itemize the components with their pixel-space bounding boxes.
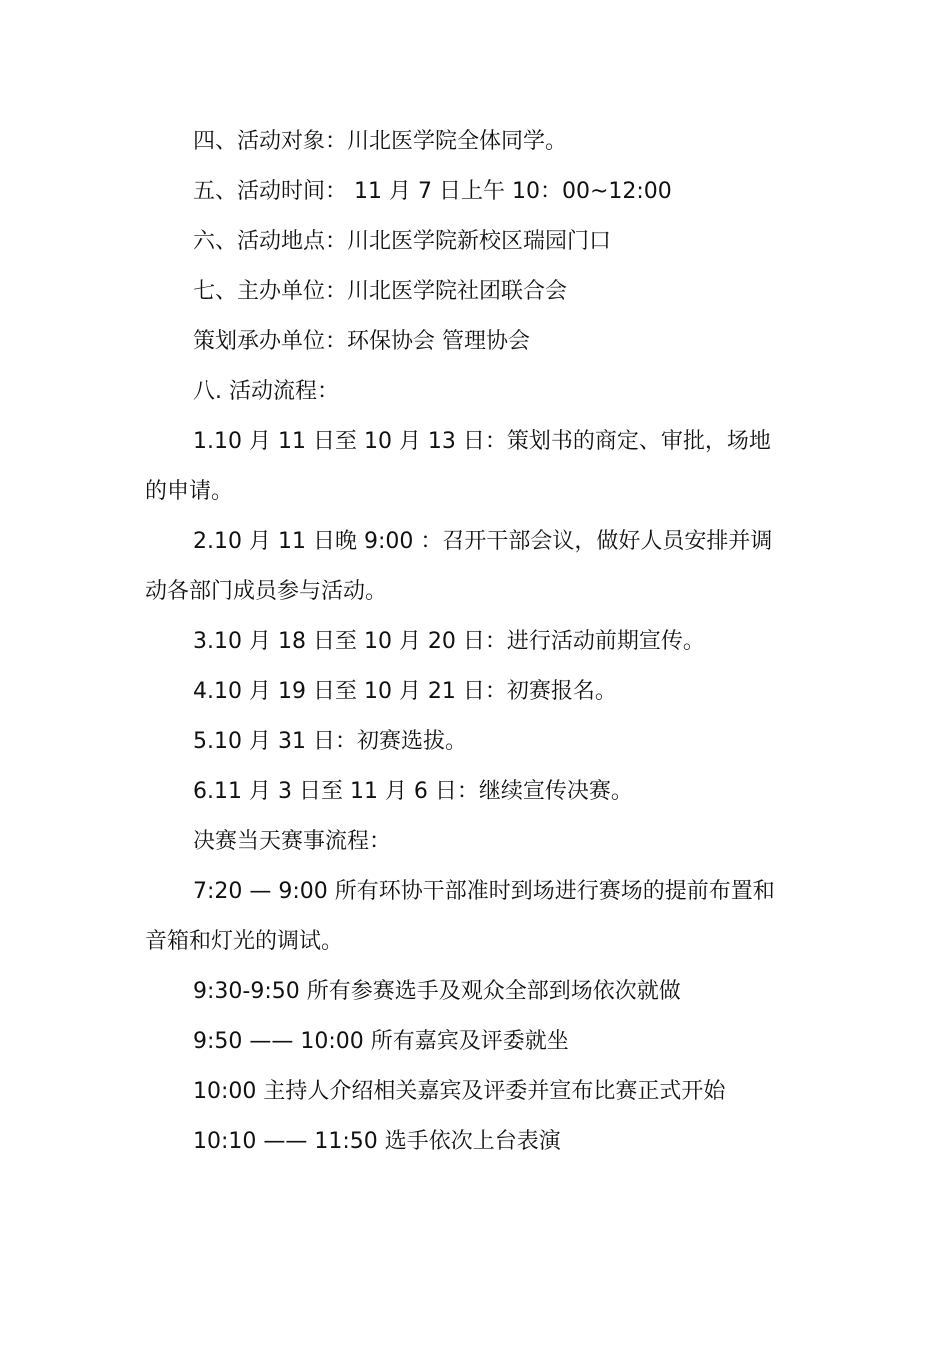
paragraph-finals-heading: 决赛当天赛事流程： (193, 829, 392, 854)
document-body (145, 117, 785, 1167)
paragraph-process-step-5: 5.10 月 31 日：初赛选拔。 (193, 729, 467, 754)
paragraph-finals-arrival: 9:30-9:50 所有参赛选手及观众全部到场依次就做 (193, 979, 681, 1004)
paragraph-finals-guests: 9:50 —— 10:00 所有嘉宾及评委就坐 (193, 1029, 569, 1054)
paragraph-finals-opening: 10:00 主持人介绍相关嘉宾及评委并宣布比赛正式开始 (193, 1079, 726, 1104)
paragraph-process-heading: 八. 活动流程： (193, 379, 339, 404)
paragraph-process-step-3: 3.10 月 18 日至 10 月 20 日：进行活动前期宣传。 (193, 629, 705, 654)
paragraph-finals-setup: 7:20 — 9:00 所有环协干部准时到场进行赛场的提前布置和音箱和灯光的调试。 (145, 879, 775, 954)
paragraph-organizer: 七、主办单位：川北医学院社团联合会 (193, 279, 568, 304)
paragraph-target-audience: 四、活动对象：川北医学院全体同学。 (193, 129, 568, 154)
paragraph-process-step-2: 2.10 月 11 日晚 9:00 ：召开干部会议，做好人员安排并调动各部门成员参与活动。 (145, 529, 773, 604)
paragraph-event-location: 六、活动地点：川北医学院新校区瑞园门口 (193, 229, 612, 254)
paragraph-process-step-1: 1.10 月 11 日至 10 月 13 日：策划书的商定、审批，场地的申请。 (145, 429, 771, 504)
paragraph-process-step-6: 6.11 月 3 日至 11 月 6 日：继续宣传决赛。 (193, 779, 633, 804)
paragraph-event-time: 五、活动时间： 11 月 7 日上午 10：00~12:00 (193, 179, 672, 204)
paragraph-process-step-4: 4.10 月 19 日至 10 月 21 日：初赛报名。 (193, 679, 617, 704)
paragraph-co-organizer: 策划承办单位：环保协会 管理协会 (193, 329, 530, 354)
paragraph-finals-performances: 10:10 —— 11:50 选手依次上台表演 (193, 1129, 561, 1154)
